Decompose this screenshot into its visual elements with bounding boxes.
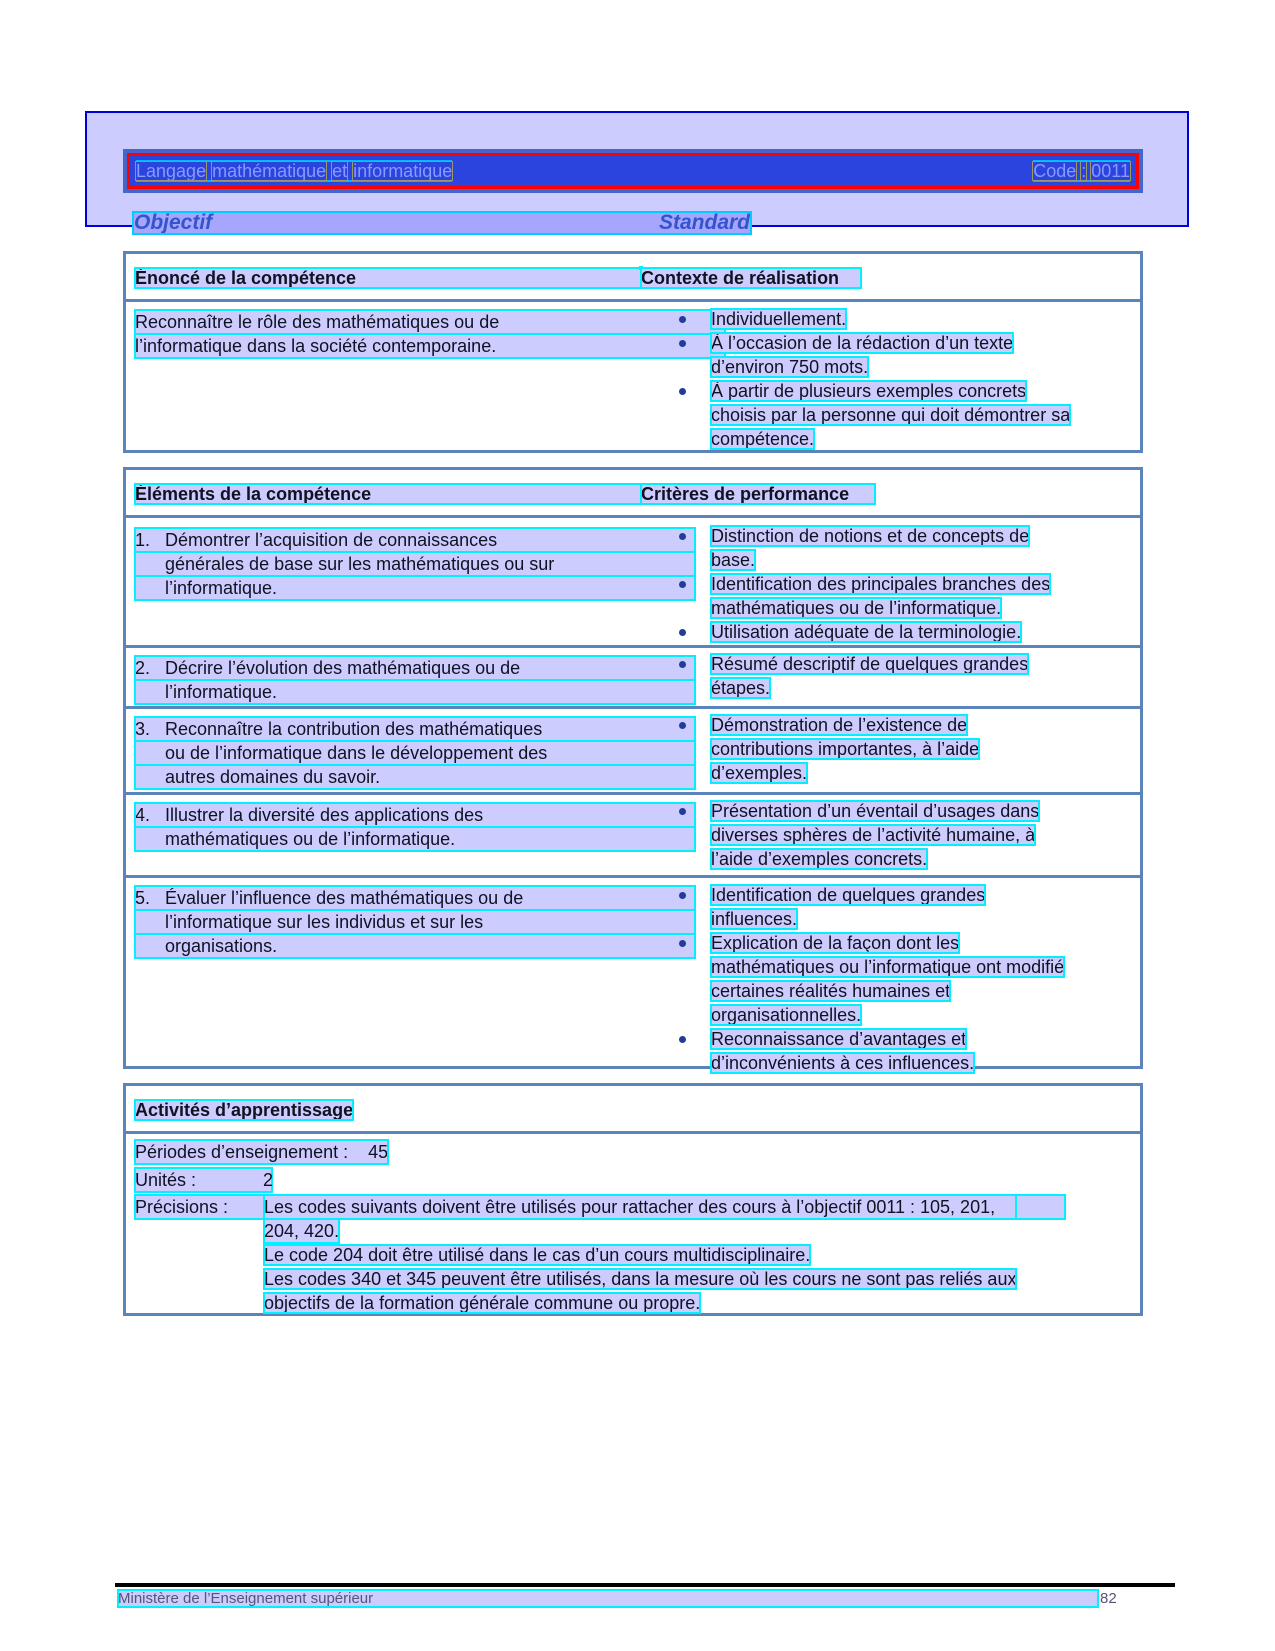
criteria-list <box>126 652 1136 700</box>
criterion-cont <box>126 847 1136 871</box>
statement-line: Reconnaître le rôle des mathématiques ou de <box>135 310 725 334</box>
enonce-heading: Énoncé de la compétence <box>135 268 760 288</box>
criterion <box>126 883 1136 907</box>
element-line-text: Décrire l’évolution des mathématiques ou de <box>165 658 521 678</box>
context-item <box>126 379 1136 403</box>
criterion-cont <box>126 907 1136 931</box>
criterion-text: certaines réalités humaines et <box>711 981 951 1001</box>
element-number: 2. <box>135 658 151 678</box>
criterion-text: Reconnaissance d’avantages et <box>711 1029 967 1049</box>
bullet-icon <box>679 316 686 323</box>
units-line <box>135 1168 272 1192</box>
periods-label: Périodes d’enseignement : <box>135 1142 349 1162</box>
units-value: 2 <box>263 1170 274 1190</box>
context-text: À partir de plusieurs exemples concrets <box>711 381 1027 401</box>
element-line: générales de base sur les mathématiques ou sur <box>135 552 695 576</box>
criteres-heading <box>641 484 875 504</box>
criterion-cont <box>126 761 1136 785</box>
course-title <box>136 160 452 182</box>
element-line: ou de l’informatique dans le développement des <box>135 741 695 765</box>
periods-line <box>135 1140 388 1164</box>
title-bar <box>123 149 1143 193</box>
criteria-list <box>126 713 1136 785</box>
element-line-text: Illustrer la diversité des applications des <box>165 805 484 825</box>
criterion-cont <box>126 823 1136 847</box>
precisions-text <box>264 1195 1016 1315</box>
precision-line: Les codes 340 et 345 peuvent être utilisés, dans la mesure où les cours ne sont pas reliés aux <box>264 1269 1017 1289</box>
criterion-cont <box>126 596 1136 620</box>
criterion-text: base. <box>711 550 756 570</box>
element-number: 5. <box>135 888 151 908</box>
bullet-icon <box>679 533 686 540</box>
element-row-1 <box>126 518 1140 648</box>
element-line: l’informatique. <box>135 680 695 704</box>
context-item-cont <box>126 427 1136 451</box>
criterion-cont <box>126 548 1136 572</box>
title-word: Langage <box>136 161 207 181</box>
criterion-cont <box>126 1003 1136 1027</box>
criterion-cont <box>126 1051 1136 1075</box>
activities-body <box>126 1134 1140 1314</box>
title-word: et <box>332 161 348 181</box>
element-line-text: Démontrer l’acquisition de connaissances <box>165 530 498 550</box>
criterion <box>126 1027 1136 1051</box>
bullet-icon <box>679 892 686 899</box>
footer-ministry <box>118 1590 1098 1607</box>
bullet-icon <box>679 1036 686 1043</box>
element-number: 1. <box>135 530 151 550</box>
bullet-icon <box>679 629 686 636</box>
bullet-icon <box>679 340 686 347</box>
context-list <box>126 307 1136 451</box>
element-line: l’informatique. <box>135 576 695 600</box>
bullet-icon <box>679 581 686 588</box>
objectif-standard-row <box>134 213 750 233</box>
code-separator: : <box>1081 161 1087 181</box>
context-text: compétence. <box>711 429 815 449</box>
criterion-text: Présentation d’un éventail d’usages dans <box>711 801 1040 821</box>
contexte-heading-text: Contexte de réalisation <box>641 268 840 288</box>
bullet-icon <box>679 388 686 395</box>
periods-value: 45 <box>368 1142 389 1162</box>
title-word: mathématique <box>212 161 327 181</box>
footer-rule <box>115 1583 1175 1587</box>
element-line: organisations. <box>135 934 695 958</box>
criterion-cont <box>126 676 1136 700</box>
criterion <box>126 799 1136 823</box>
criteres-heading-text: Critères de performance <box>641 484 850 504</box>
context-item <box>126 331 1136 355</box>
criterion-text: étapes. <box>711 678 771 698</box>
context-text: À l’occasion de la rédaction d’un texte <box>711 333 1014 353</box>
criterion-text: Démonstration de l’existence de <box>711 715 968 735</box>
code-value: 0011 <box>1091 161 1130 181</box>
criterion-text: l’aide d’exemples concrets. <box>711 849 928 869</box>
units-label: Unités : <box>135 1170 197 1190</box>
criterion <box>126 652 1136 676</box>
criterion-text: Identification de quelques grandes <box>711 885 986 905</box>
page-number: 82 <box>1100 1590 1117 1607</box>
context-text: choisis par la personne qui doit démontrer sa <box>711 405 1071 425</box>
criterion-text: mathématiques ou l’informatique ont modifié <box>711 957 1065 977</box>
enonce-box-header <box>126 254 1140 302</box>
objectif-label: Objectif <box>134 211 213 234</box>
precision-line: 204, 420. <box>264 1221 340 1241</box>
criterion-text: diverses sphères de l’activité humaine, à <box>711 825 1036 845</box>
criterion-text: d’exemples. <box>711 763 808 783</box>
activities-box <box>123 1083 1143 1316</box>
precision-line: Les codes suivants doivent être utilisés pour rattacher des cours à l’objectif 0011 : 105, 201, <box>264 1195 1016 1219</box>
ministry-text: Ministère de l’Enseignement supérieur <box>118 1590 374 1607</box>
criterion-text: influences. <box>711 909 798 929</box>
standard-label: Standard <box>658 211 750 234</box>
criterion-text: Explication de la façon dont les <box>711 933 960 953</box>
contexte-heading <box>641 268 861 288</box>
element-row-3 <box>126 709 1140 795</box>
criteria-list <box>126 883 1136 1075</box>
elements-heading: Éléments de la compétence <box>135 484 760 504</box>
criterion <box>126 713 1136 737</box>
precision-line: objectifs de la formation générale commune ou propre. <box>264 1293 701 1313</box>
bullet-icon <box>679 722 686 729</box>
element-line: l’informatique sur les individus et sur les <box>135 910 695 934</box>
elements-box <box>123 467 1143 1073</box>
criterion-text: Résumé descriptif de quelques grandes <box>711 654 1029 674</box>
criterion <box>126 620 1136 644</box>
context-item-cont <box>126 403 1136 427</box>
statement-line: l’informatique dans la société contemporaine. <box>135 334 725 358</box>
element-row-4 <box>126 795 1140 878</box>
criterion-cont <box>126 955 1136 979</box>
element-number: 4. <box>135 805 151 825</box>
activities-box-header <box>126 1086 1140 1134</box>
element-row-2 <box>126 648 1140 709</box>
precisions-label: Précisions : <box>135 1197 229 1217</box>
element-row-5 <box>126 878 1140 1073</box>
criterion <box>126 931 1136 955</box>
criterion-text: d’inconvénients à ces influences. <box>711 1053 975 1073</box>
criteria-list <box>126 524 1136 644</box>
criterion-text: Identification des principales branches des <box>711 574 1051 594</box>
element-line: mathématiques ou de l’informatique. <box>135 827 695 851</box>
criterion-text: contributions importantes, à l’aide <box>711 739 980 759</box>
criterion-text: Utilisation adéquate de la terminologie. <box>711 622 1022 642</box>
criterion <box>126 524 1136 548</box>
criterion-cont <box>126 737 1136 761</box>
criterion-text: Distinction de notions et de concepts de <box>711 526 1030 546</box>
context-text: Individuellement. <box>711 309 847 329</box>
element-line-text: Évaluer l’influence des mathématiques ou de <box>165 888 524 908</box>
activities-heading: Activités d’apprentissage <box>135 1100 354 1120</box>
context-text: d’environ 750 mots. <box>711 357 869 377</box>
criterion-text: mathématiques ou de l’informatique. <box>711 598 1002 618</box>
element-line-text: Reconnaître la contribution des mathématiques <box>165 719 543 739</box>
bullet-icon <box>679 808 686 815</box>
title-inner <box>127 153 1139 189</box>
enonce-box <box>123 251 1143 453</box>
elements-box-header <box>126 470 1140 518</box>
context-item-cont <box>126 355 1136 379</box>
title-word: informatique <box>353 161 453 181</box>
course-code <box>1033 160 1130 182</box>
context-item <box>126 307 1136 331</box>
enonce-row <box>126 302 1140 452</box>
element-line: autres domaines du savoir. <box>135 765 695 789</box>
bullet-icon <box>679 940 686 947</box>
criterion-cont <box>126 979 1136 1003</box>
criterion-text: organisationnelles. <box>711 1005 862 1025</box>
criterion <box>126 572 1136 596</box>
criteria-list <box>126 799 1136 871</box>
precision-line: Le code 204 doit être utilisé dans le cas d’un cours multidisciplinaire. <box>264 1245 811 1265</box>
bullet-icon <box>679 661 686 668</box>
code-label: Code <box>1033 161 1077 181</box>
element-number: 3. <box>135 719 151 739</box>
